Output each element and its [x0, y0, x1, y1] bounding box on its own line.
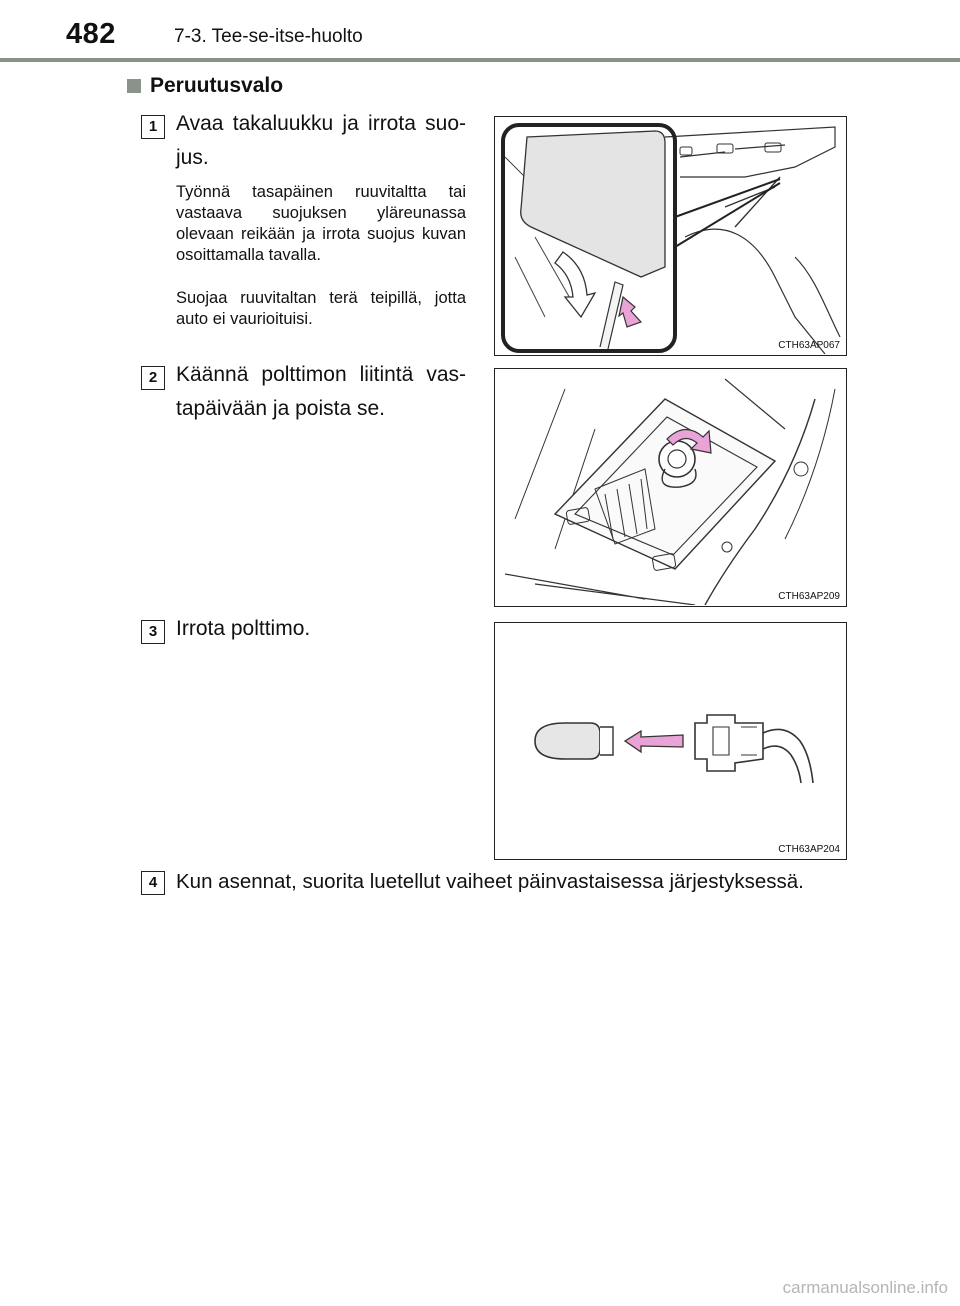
step-1-note-1: Työnnä tasapäinen ruuvitaltta tai vastaava suojuksen yläreunassa olevaan reikään ja irrota suojus kuvan osoittamalla tavalla. — [176, 183, 466, 264]
figure-bulb-socket — [494, 368, 847, 607]
square-bullet-icon — [127, 79, 141, 93]
step-1-note-2: Suojaa ruuvitaltan terä teipillä, jotta auto ei vaurioituisi. — [176, 289, 466, 328]
step-3-text: Irrota polttimo. — [176, 617, 311, 640]
step-2-text: Käännä polttimon liitintä vas-tapäivään ja poista se. — [176, 363, 466, 420]
chapter-title: 7-3. Tee-se-itse-huolto — [174, 26, 363, 47]
socket-illustration — [495, 369, 845, 605]
page-header — [0, 0, 960, 62]
figure-tailgate-cover — [494, 116, 847, 356]
tailgate-illustration — [495, 117, 845, 354]
figure-code-1: CTH63AP067 — [778, 340, 840, 351]
figure-bulb-removal — [494, 622, 847, 860]
step-badge-2: 2 — [141, 366, 165, 390]
header-divider — [0, 58, 960, 62]
step-4-text: Kun asennat, suorita luetellut vaiheet päinvastaisessa järjestyksessä. — [176, 870, 804, 893]
bulb-illustration — [495, 623, 845, 858]
section-heading — [127, 74, 283, 98]
section-title: Peruutusvalo — [150, 74, 284, 97]
step-badge-1: 1 — [141, 115, 165, 139]
step-badge-4: 4 — [141, 871, 165, 895]
page-number: 482 — [66, 18, 116, 50]
step-1-text: Avaa takaluukku ja irrota suo-jus. — [176, 112, 466, 169]
step-badge-3: 3 — [141, 620, 165, 644]
figure-code-2: CTH63AP209 — [778, 591, 840, 602]
watermark: carmanualsonline.info — [782, 1278, 948, 1297]
figure-code-3: CTH63AP204 — [778, 844, 840, 855]
